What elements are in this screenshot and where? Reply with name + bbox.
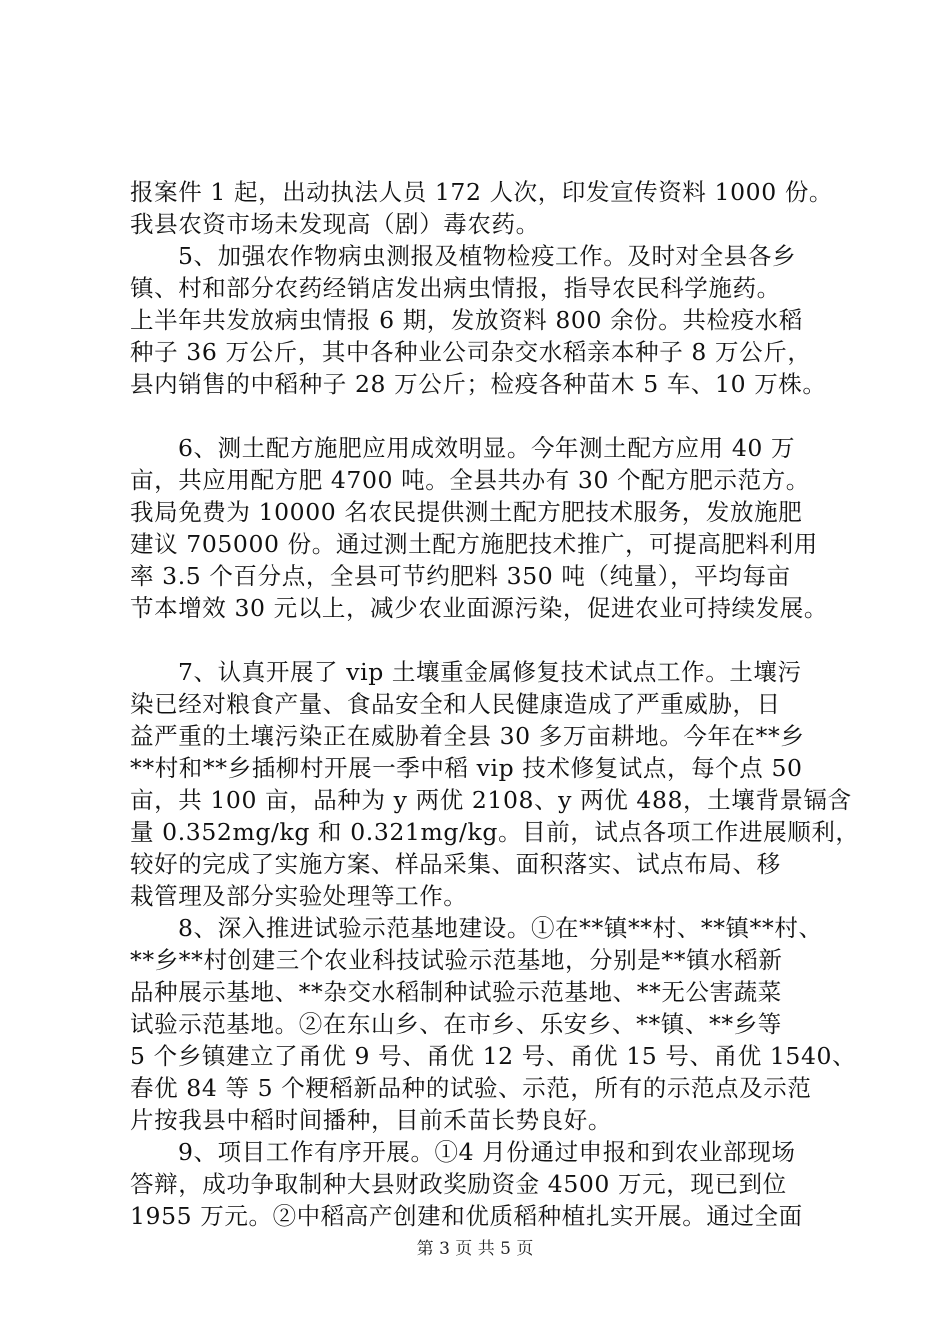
page-footer: 第 3 页 共 5 页 xyxy=(416,1239,534,1259)
text-line: 县内销售的中稻种子 28 万公斤；检疫各种苗木 5 车、10 万株。 xyxy=(130,370,827,398)
text-line: 亩，共 100 亩，品种为 y 两优 2108、y 两优 488，土壤背景镉含 xyxy=(130,786,852,814)
text-line: 我县农资市场未发现高（剧）毒农药。 xyxy=(130,210,540,238)
text-line: 量 0.352mg/kg 和 0.321mg/kg。目前，试点各项工作进展顺利， xyxy=(130,818,860,846)
text-line: 1955 万元。②中稻高产创建和优质稻种植扎实开展。通过全面 xyxy=(130,1202,803,1230)
text-line: 建议 705000 份。通过测土配方施肥技术推广，可提高肥料利用 xyxy=(130,530,818,558)
text-line: 节本增效 30 元以上，减少农业面源污染，促进农业可持续发展。 xyxy=(130,594,828,622)
text-line: **乡**村创建三个农业科技试验示范基地，分别是**镇水稻新 xyxy=(130,946,783,974)
text-line: 片按我县中稻时间播种，目前禾苗长势良好。 xyxy=(130,1106,612,1134)
text-line: 种子 36 万公斤，其中各种业公司杂交水稻亲本种子 8 万公斤， xyxy=(130,338,812,366)
text-line: 春优 84 等 5 个粳稻新品种的试验、示范，所有的示范点及示范 xyxy=(130,1074,812,1102)
paragraph-5-start: 5、加强农作物病虫测报及植物检疫工作。及时对全县各乡 xyxy=(178,242,797,270)
text-line: **村和**乡插柳村开展一季中稻 vip 技术修复试点，每个点 50 xyxy=(130,754,803,782)
text-line: 品种展示基地、**杂交水稻制种试验示范基地、**无公害蔬菜 xyxy=(130,978,782,1006)
text-line: 我局免费为 10000 名农民提供测土配方肥技术服务，发放施肥 xyxy=(130,498,803,526)
text-line: 镇、村和部分农药经销店发出病虫情报，指导农民科学施药。 xyxy=(130,274,781,302)
text-line: 报案件 1 起，出动执法人员 172 人次，印发宣传资料 1000 份。 xyxy=(130,178,834,206)
paragraph-6-start: 6、测土配方施肥应用成效明显。今年测土配方应用 40 万 xyxy=(178,434,796,462)
paragraph-7-start: 7、认真开展了 vip 土壤重金属修复技术试点工作。土壤污 xyxy=(178,658,802,686)
text-line: 上半年共发放病虫情报 6 期，发放资料 800 余份。共检疫水稻 xyxy=(130,306,803,334)
paragraph-8-start: 8、深入推进试验示范基地建设。①在**镇**村、**镇**村、 xyxy=(178,914,823,942)
text-line: 率 3.5 个百分点，全县可节约肥料 350 吨（纯量），平均每亩 xyxy=(130,562,791,590)
text-line: 益严重的土壤污染正在威胁着全县 30 多万亩耕地。今年在**乡 xyxy=(130,722,805,750)
text-line: 染已经对粮食产量、食品安全和人民健康造成了严重威胁，日 xyxy=(130,690,781,718)
paragraph-9-start: 9、项目工作有序开展。①4 月份通过申报和到农业部现场 xyxy=(178,1138,796,1166)
text-line: 亩，共应用配方肥 4700 吨。全县共办有 30 个配方肥示范方。 xyxy=(130,466,810,494)
text-line: 较好的完成了实施方案、样品采集、面积落实、试点布局、移 xyxy=(130,850,781,878)
text-line: 5 个乡镇建立了甬优 9 号、甬优 12 号、甬优 15 号、甬优 1540、 xyxy=(130,1042,857,1070)
text-line: 答辩，成功争取制种大县财政奖励资金 4500 万元，现已到位 xyxy=(130,1170,787,1198)
text-line: 栽管理及部分实验处理等工作。 xyxy=(130,882,468,910)
text-line: 试验示范基地。②在东山乡、在市乡、乐安乡、**镇、**乡等 xyxy=(130,1010,782,1038)
